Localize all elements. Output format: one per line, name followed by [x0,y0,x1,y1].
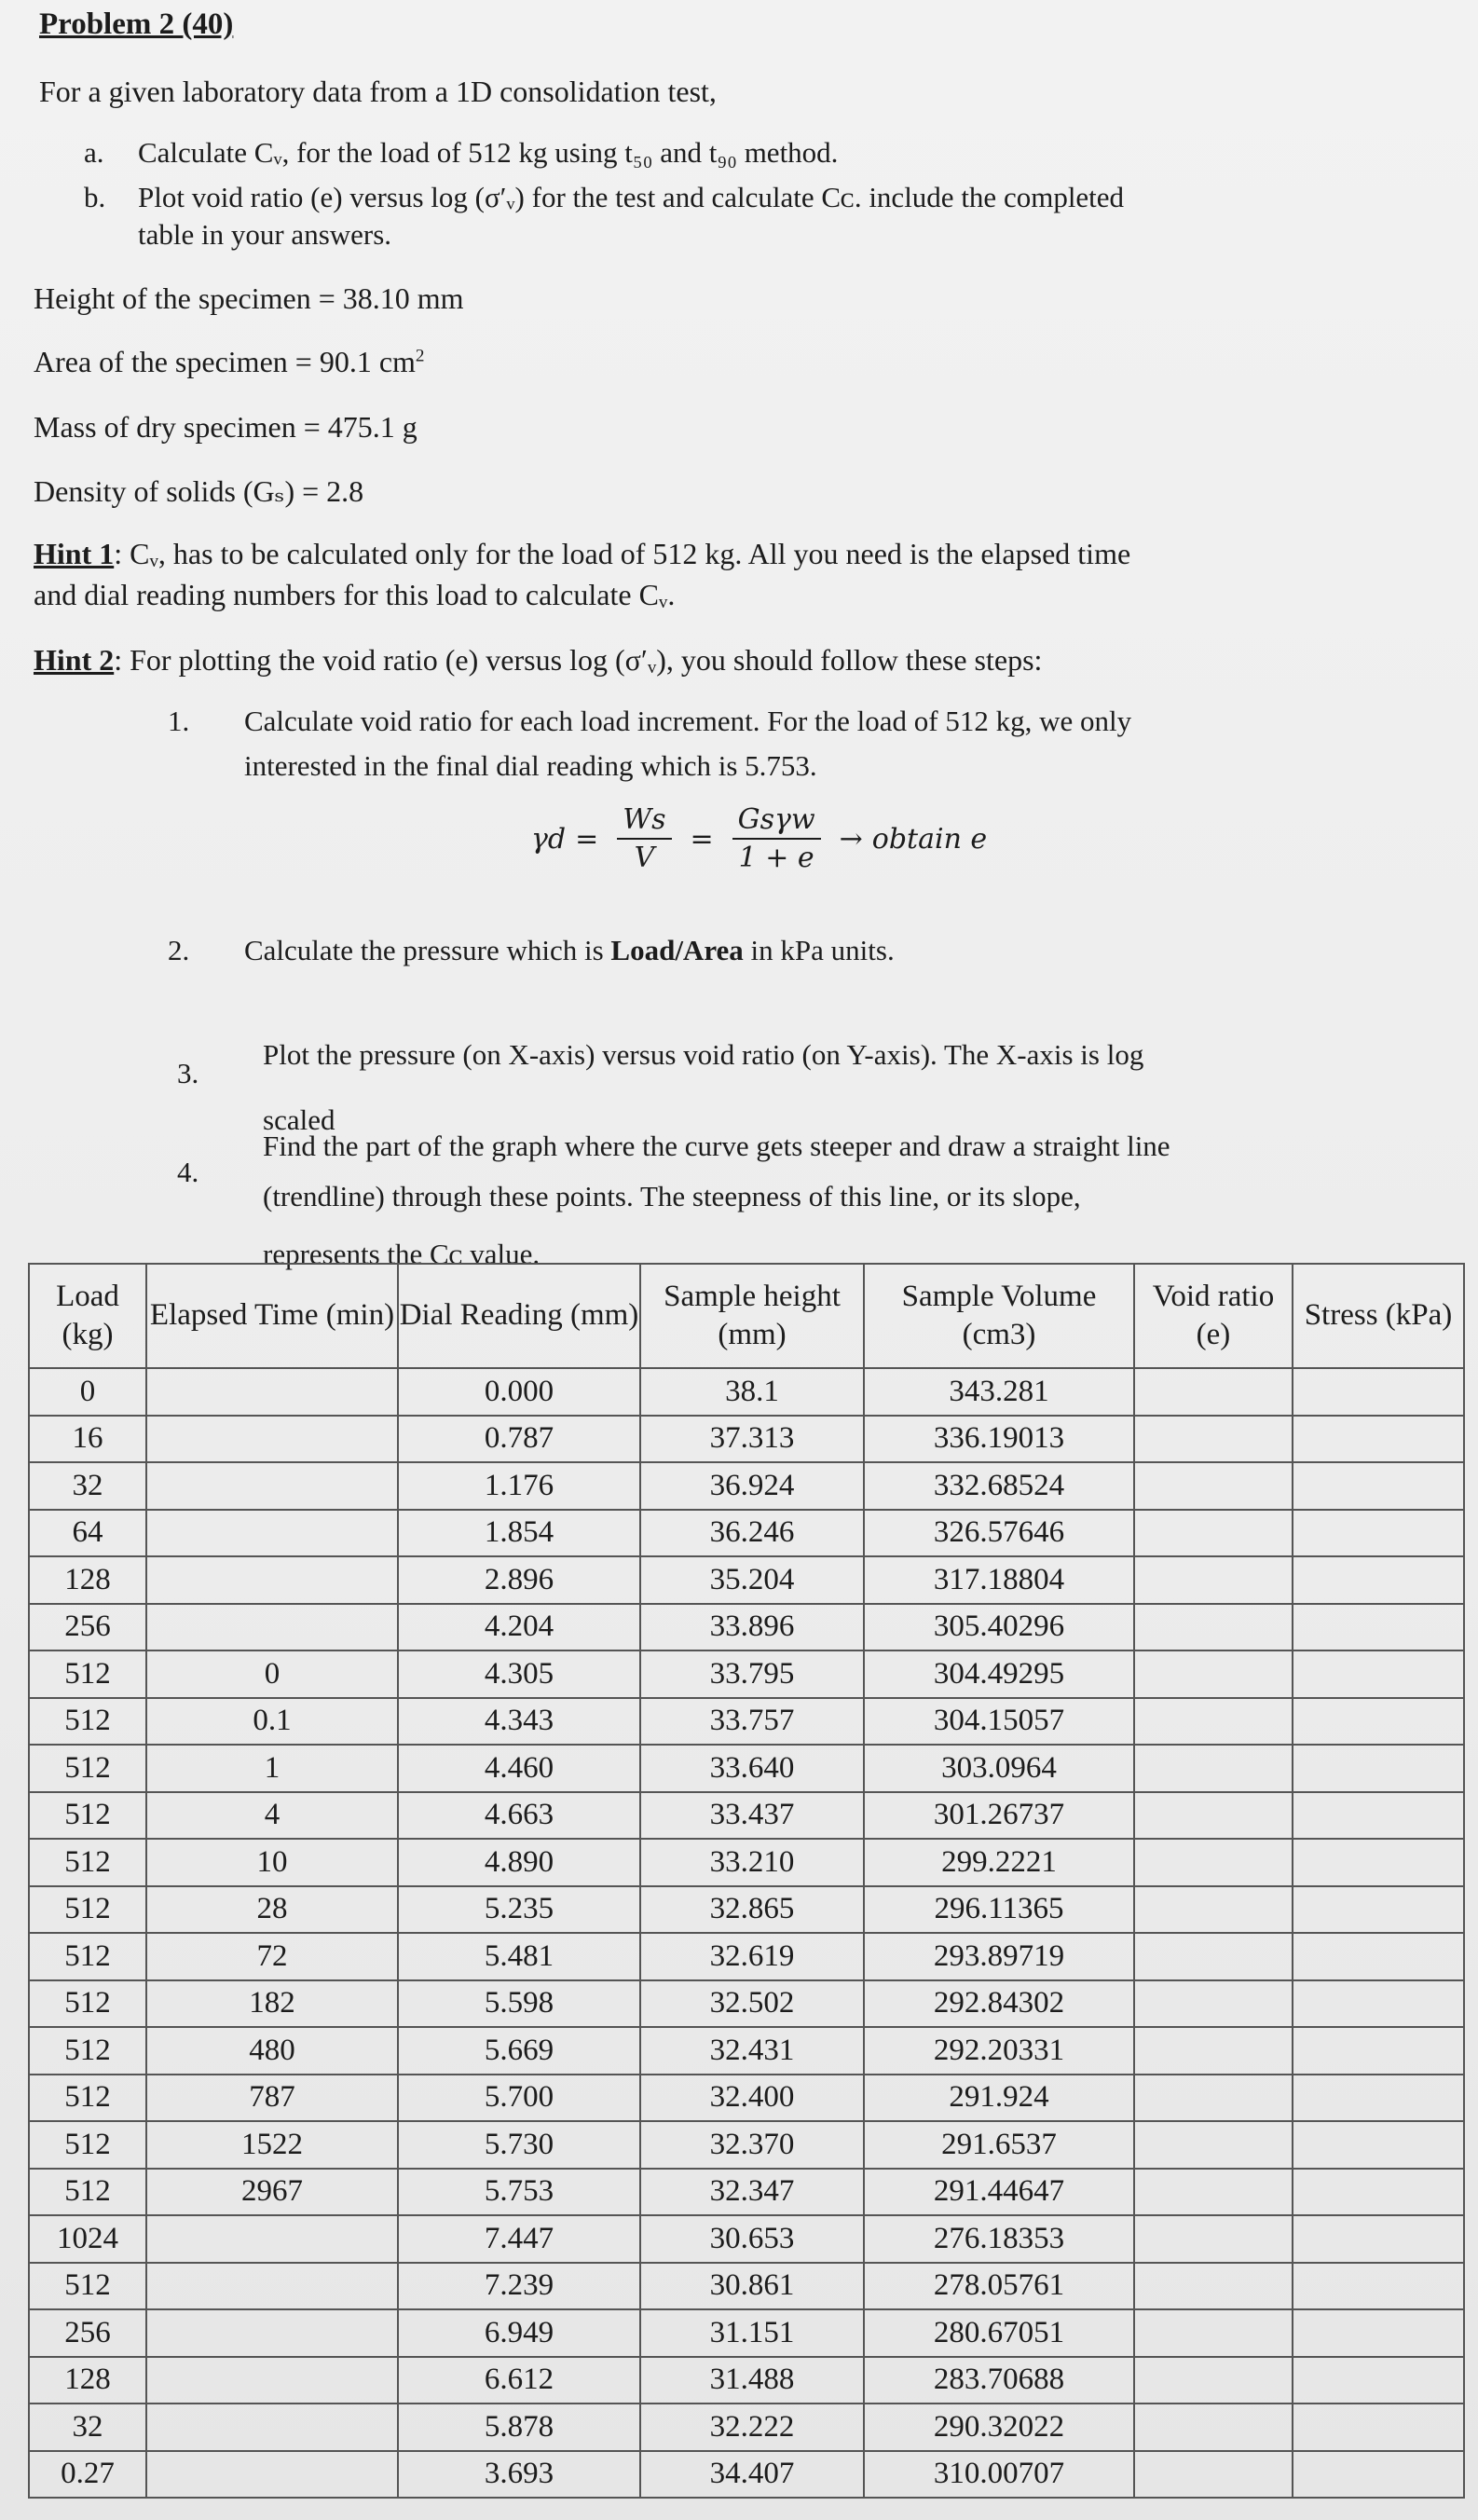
cell-void-ratio [1134,1698,1293,1746]
problem-title: Problem 2 (40) [39,7,234,41]
cell-stress [1293,2309,1464,2357]
cell-sample-height: 32.502 [640,1980,864,2028]
cell-sample-volume: 343.281 [864,1368,1134,1416]
cell-sample-volume: 291.6537 [864,2121,1134,2169]
cell-dial-reading: 1.854 [398,1510,640,1557]
cell-sample-volume: 310.00707 [864,2451,1134,2499]
table-row [29,2451,1464,2499]
cell-sample-volume: 276.18353 [864,2215,1134,2263]
cell-void-ratio [1134,2027,1293,2075]
cell-sample-height: 33.210 [640,1839,864,1886]
cell-elapsed-time: 182 [146,1980,398,2028]
cell-stress [1293,2121,1464,2169]
step-4-number: 4. [177,1156,199,1188]
cell-elapsed-time [146,1462,398,1510]
cell-dial-reading: 4.305 [398,1650,640,1698]
cell-sample-height: 30.861 [640,2263,864,2310]
cell-sample-height: 32.370 [640,2121,864,2169]
cell-stress [1293,2263,1464,2310]
table-row [29,1933,1464,1980]
cell-sample-height: 33.640 [640,1745,864,1792]
table-row [29,1980,1464,2028]
cell-dial-reading: 1.176 [398,1462,640,1510]
cell-sample-height: 36.924 [640,1462,864,1510]
cell-load: 0 [29,1368,146,1416]
cell-sample-volume: 304.49295 [864,1650,1134,1698]
cell-dial-reading: 4.204 [398,1604,640,1651]
table-row [29,2215,1464,2263]
cell-void-ratio [1134,2169,1293,2216]
cell-load: 32 [29,1462,146,1510]
cell-elapsed-time [146,2357,398,2404]
cell-stress [1293,1462,1464,1510]
cell-load: 512 [29,1745,146,1792]
cell-elapsed-time [146,2309,398,2357]
cell-stress [1293,2451,1464,2499]
cell-load: 512 [29,1980,146,2028]
task-a-text: Calculate Cᵥ, for the load of 512 kg using t₅₀ and t₉₀ method. [138,136,839,169]
cell-sample-volume: 336.19013 [864,1416,1134,1463]
cell-load: 512 [29,1650,146,1698]
header-sample-volume: Sample Volume (cm3) [864,1264,1134,1368]
cell-load: 128 [29,2357,146,2404]
cell-dial-reading: 3.693 [398,2451,640,2499]
cell-elapsed-time [146,1368,398,1416]
cell-load: 512 [29,1886,146,1934]
specimen-mass: Mass of dry specimen = 475.1 g [34,410,417,444]
header-void-ratio: Void ratio (e) [1134,1264,1293,1368]
cell-stress [1293,1416,1464,1463]
cell-stress [1293,1650,1464,1698]
cell-elapsed-time: 1 [146,1745,398,1792]
cell-void-ratio [1134,2263,1293,2310]
cell-sample-volume: 292.20331 [864,2027,1134,2075]
cell-void-ratio [1134,1886,1293,1934]
cell-void-ratio [1134,1745,1293,1792]
cell-sample-volume: 280.67051 [864,2309,1134,2357]
cell-elapsed-time [146,2263,398,2310]
specimen-density: Density of solids (Gₛ) = 2.8 [34,474,364,508]
step-4-line1: Find the part of the graph where the curve gets steeper and draw a straight line [263,1130,1170,1162]
cell-void-ratio [1134,2404,1293,2451]
cell-sample-volume: 317.18804 [864,1556,1134,1604]
cell-stress [1293,2357,1464,2404]
cell-void-ratio [1134,1462,1293,1510]
table-row [29,1745,1464,1792]
consolidation-data-table [28,1263,1465,2499]
cell-sample-volume: 290.32022 [864,2404,1134,2451]
cell-void-ratio [1134,1368,1293,1416]
cell-void-ratio [1134,1980,1293,2028]
cell-void-ratio [1134,1839,1293,1886]
cell-void-ratio [1134,2075,1293,2122]
cell-void-ratio [1134,1650,1293,1698]
cell-dial-reading: 5.700 [398,2075,640,2122]
cell-void-ratio [1134,1416,1293,1463]
cell-load: 512 [29,2169,146,2216]
cell-sample-height: 33.757 [640,1698,864,1746]
table-row [29,1698,1464,1746]
cell-load: 256 [29,1604,146,1651]
cell-sample-volume: 332.68524 [864,1462,1134,1510]
cell-stress [1293,1698,1464,1746]
cell-elapsed-time [146,2404,398,2451]
cell-sample-volume: 292.84302 [864,1980,1134,2028]
cell-dial-reading: 5.730 [398,2121,640,2169]
step-2-number: 2. [168,934,190,966]
cell-elapsed-time [146,1510,398,1557]
cell-load: 512 [29,1698,146,1746]
cell-elapsed-time [146,1416,398,1463]
cell-load: 512 [29,1933,146,1980]
step-1-line2: interested in the final dial reading which is 5.753. [244,749,817,782]
header-stress: Stress (kPa) [1293,1264,1464,1368]
cell-void-ratio [1134,1604,1293,1651]
table-row [29,2027,1464,2075]
step-2-text: Calculate the pressure which is Load/Area in kPa units. [244,934,895,966]
table-row [29,1604,1464,1651]
cell-elapsed-time: 72 [146,1933,398,1980]
table-row [29,2075,1464,2122]
task-a-label: a. [84,136,104,169]
step-3-number: 3. [177,1057,199,1089]
cell-sample-height: 33.437 [640,1792,864,1840]
cell-void-ratio [1134,2357,1293,2404]
cell-elapsed-time [146,2451,398,2499]
cell-sample-volume: 305.40296 [864,1604,1134,1651]
cell-void-ratio [1134,2215,1293,2263]
table-row [29,1650,1464,1698]
hint-2: Hint 2: For plotting the void ratio (e) versus log (σ′ᵥ), you should follow these steps: [34,643,1043,677]
cell-stress [1293,1604,1464,1651]
cell-dial-reading: 7.447 [398,2215,640,2263]
cell-elapsed-time: 28 [146,1886,398,1934]
cell-dial-reading: 2.896 [398,1556,640,1604]
cell-sample-height: 31.488 [640,2357,864,2404]
cell-void-ratio [1134,2451,1293,2499]
cell-stress [1293,1980,1464,2028]
cell-sample-volume: 296.11365 [864,1886,1134,1934]
table-row [29,1886,1464,1934]
cell-elapsed-time: 787 [146,2075,398,2122]
cell-dial-reading: 0.787 [398,1416,640,1463]
dry-unit-weight-formula: γd = $\frac{Ws}{V}$ = $\frac{\text{Gsγw}}{1 + e}$ → obtain e [531,803,988,874]
cell-void-ratio [1134,1792,1293,1840]
cell-stress [1293,1556,1464,1604]
table-row [29,1839,1464,1886]
specimen-height: Height of the specimen = 38.10 mm [34,281,464,315]
step-1-number: 1. [168,705,190,737]
hint-1-line2: and dial reading numbers for this load to calculate Cᵥ. [34,578,676,611]
intro-text: For a given laboratory data from a 1D consolidation test, [39,75,717,108]
cell-void-ratio [1134,1556,1293,1604]
cell-load: 256 [29,2309,146,2357]
table-row [29,1510,1464,1557]
step-4-line2: (trendline) through these points. The steepness of this line, or its slope, [263,1180,1081,1212]
specimen-area: Area of the specimen = 90.1 $cm^2$ [34,345,425,378]
cell-dial-reading: 4.343 [398,1698,640,1746]
cell-sample-volume: 301.26737 [864,1792,1134,1840]
cell-load: 512 [29,2027,146,2075]
cell-void-ratio [1134,2121,1293,2169]
cell-dial-reading: 7.239 [398,2263,640,2310]
cell-load: 128 [29,1556,146,1604]
cell-sample-height: 35.204 [640,1556,864,1604]
cell-load: 16 [29,1416,146,1463]
cell-dial-reading: 6.612 [398,2357,640,2404]
cell-sample-volume: 291.44647 [864,2169,1134,2216]
cell-sample-volume: 293.89719 [864,1933,1134,1980]
table-row [29,2357,1464,2404]
cell-stress [1293,1933,1464,1980]
cell-void-ratio [1134,1510,1293,1557]
cell-sample-height: 34.407 [640,2451,864,2499]
table-header-row [29,1264,1464,1368]
task-b-line2: table in your answers. [138,218,392,251]
cell-stress [1293,1886,1464,1934]
cell-sample-height: 37.313 [640,1416,864,1463]
cell-stress [1293,2027,1464,2075]
header-dial-reading: Dial Reading (mm) [398,1264,640,1368]
cell-stress [1293,1839,1464,1886]
table-row [29,2121,1464,2169]
cell-dial-reading: 5.753 [398,2169,640,2216]
table-row [29,2263,1464,2310]
cell-load: 512 [29,1792,146,1840]
cell-elapsed-time: 1522 [146,2121,398,2169]
cell-elapsed-time [146,1556,398,1604]
cell-sample-height: 33.795 [640,1650,864,1698]
cell-stress [1293,2215,1464,2263]
cell-sample-height: 32.347 [640,2169,864,2216]
cell-dial-reading: 5.481 [398,1933,640,1980]
cell-elapsed-time: 10 [146,1839,398,1886]
cell-dial-reading: 0.000 [398,1368,640,1416]
cell-dial-reading: 5.598 [398,1980,640,2028]
cell-stress [1293,2075,1464,2122]
cell-stress [1293,1792,1464,1840]
table-row [29,1792,1464,1840]
cell-dial-reading: 6.949 [398,2309,640,2357]
cell-sample-height: 32.400 [640,2075,864,2122]
cell-sample-height: 32.865 [640,1886,864,1934]
cell-sample-height: 36.246 [640,1510,864,1557]
cell-load: 512 [29,2263,146,2310]
hint-1: Hint 1: Cᵥ, has to be calculated only for the load of 512 kg. All you need is the elapsed time [34,537,1131,570]
cell-dial-reading: 5.669 [398,2027,640,2075]
table-row [29,1556,1464,1604]
cell-elapsed-time: 2967 [146,2169,398,2216]
header-elapsed-time: Elapsed Time (min) [146,1264,398,1368]
header-sample-height: Sample height (mm) [640,1264,864,1368]
cell-sample-height: 32.222 [640,2404,864,2451]
cell-sample-height: 33.896 [640,1604,864,1651]
cell-sample-volume: 299.2221 [864,1839,1134,1886]
cell-load: 0.27 [29,2451,146,2499]
table-row [29,2404,1464,2451]
cell-load: 512 [29,1839,146,1886]
cell-load: 1024 [29,2215,146,2263]
cell-stress [1293,2169,1464,2216]
cell-elapsed-time [146,1604,398,1651]
cell-elapsed-time: 4 [146,1792,398,1840]
cell-sample-height: 32.431 [640,2027,864,2075]
step-1-line1: Calculate void ratio for each load increment. For the load of 512 kg, we only [244,705,1132,737]
cell-load: 512 [29,2075,146,2122]
cell-stress [1293,2404,1464,2451]
header-load: Load (kg) [29,1264,146,1368]
cell-elapsed-time: 0 [146,1650,398,1698]
step-3-line1: Plot the pressure (on X-axis) versus void ratio (on Y-axis). The X-axis is log [263,1038,1144,1071]
cell-load: 32 [29,2404,146,2451]
table-row [29,2309,1464,2357]
cell-void-ratio [1134,2309,1293,2357]
cell-dial-reading: 4.890 [398,1839,640,1886]
cell-elapsed-time: 0.1 [146,1698,398,1746]
cell-stress [1293,1368,1464,1416]
cell-sample-height: 30.653 [640,2215,864,2263]
cell-load: 512 [29,2121,146,2169]
cell-stress [1293,1510,1464,1557]
cell-sample-volume: 278.05761 [864,2263,1134,2310]
cell-elapsed-time [146,2215,398,2263]
cell-elapsed-time: 480 [146,2027,398,2075]
step-3-line2: scaled [263,1103,335,1136]
table-row [29,2169,1464,2216]
cell-stress [1293,1745,1464,1792]
cell-dial-reading: 5.878 [398,2404,640,2451]
table-row [29,1462,1464,1510]
cell-sample-height: 38.1 [640,1368,864,1416]
task-b-label: b. [84,181,106,213]
step-4-line3: represents the Cᴄ value. [263,1238,541,1270]
cell-sample-volume: 291.924 [864,2075,1134,2122]
cell-sample-volume: 326.57646 [864,1510,1134,1557]
table-row [29,1416,1464,1463]
cell-load: 64 [29,1510,146,1557]
cell-dial-reading: 4.460 [398,1745,640,1792]
task-b-line1: Plot void ratio (e) versus log (σ′ᵥ) for the test and calculate Cᴄ. include the completed [138,181,1125,213]
cell-dial-reading: 4.663 [398,1792,640,1840]
table-row [29,1368,1464,1416]
cell-sample-height: 31.151 [640,2309,864,2357]
cell-sample-volume: 303.0964 [864,1745,1134,1792]
cell-sample-volume: 283.70688 [864,2357,1134,2404]
cell-dial-reading: 5.235 [398,1886,640,1934]
cell-void-ratio [1134,1933,1293,1980]
cell-sample-volume: 304.15057 [864,1698,1134,1746]
cell-sample-height: 32.619 [640,1933,864,1980]
